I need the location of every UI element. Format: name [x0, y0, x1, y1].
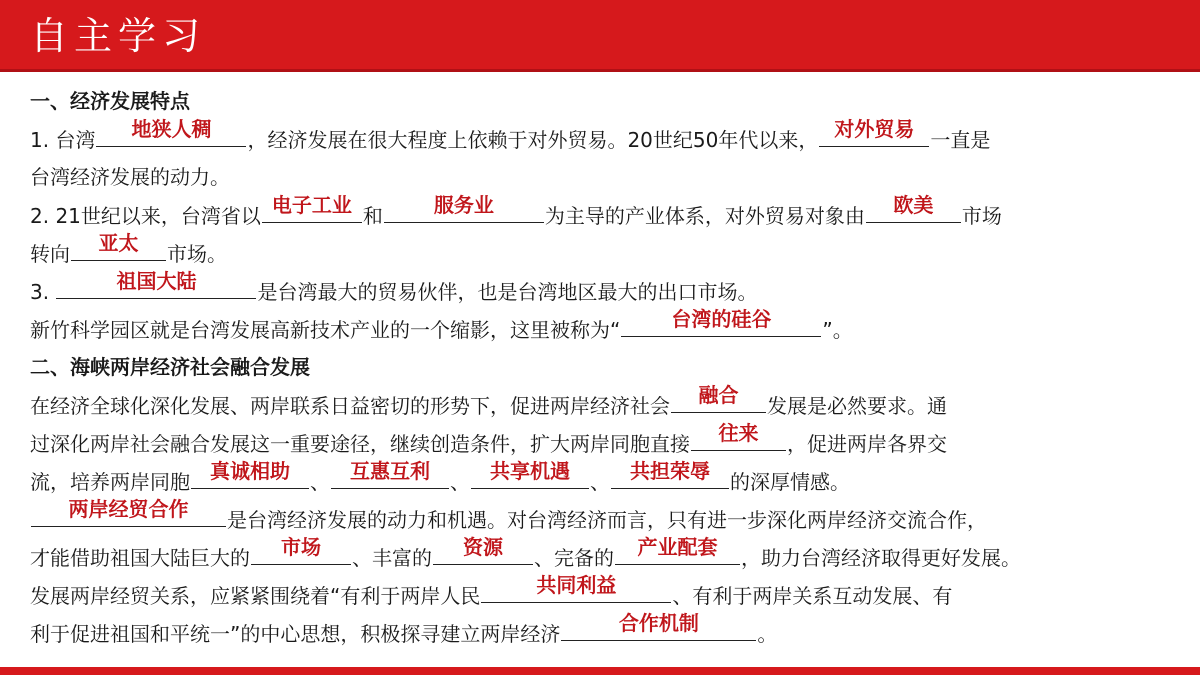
text: 市场。	[167, 242, 227, 266]
answer-text: 服务业	[433, 193, 494, 217]
text: 转向	[30, 242, 70, 266]
text: 利于促进祖国和平统一”的中心思想，积极探寻建立两岸经济	[30, 622, 561, 646]
text: 、有利于两岸关系互动发展、有	[672, 584, 953, 608]
bottom-bar	[0, 667, 1200, 675]
answer-text: 往来	[718, 421, 759, 445]
text: 1. 台湾	[30, 128, 96, 152]
s2-line5	[30, 535, 1180, 576]
answer-blank	[621, 307, 821, 337]
s2-line7	[30, 611, 1180, 652]
answer-blank	[611, 459, 729, 489]
answer-text: 地狭人稠	[131, 117, 212, 141]
s2-line2	[30, 421, 1180, 462]
answer-blank	[384, 193, 544, 223]
text: 是台湾经济发展的动力和机遇。对台湾经济而言，只有进一步深化两岸经济交流合作，	[227, 508, 987, 532]
text: 发展两岸经贸关系，应紧紧围绕着“有利于两岸人民	[30, 584, 481, 608]
text: 在经济全球化深化发展、两岸联系日益密切的形势下，促进两岸经济社会	[30, 394, 670, 418]
text: 、	[450, 470, 470, 494]
answer-text: 产业配套	[637, 535, 718, 559]
text: 过深化两岸社会融合发展这一重要途径，继续创造条件，扩大两岸同胞直接	[30, 432, 690, 456]
answer-text: 电子工业	[271, 193, 352, 217]
text: ，助力台湾经济取得更好发展。	[741, 546, 1021, 570]
answer-text: 两岸经贸合作	[68, 497, 189, 521]
text: 台湾经济发展的动力。	[30, 165, 230, 189]
text: 2. 21世纪以来，台湾省以	[30, 204, 261, 228]
answer-blank	[481, 573, 671, 603]
answer-blank	[561, 611, 756, 641]
text: 发展是必然要求。通	[767, 394, 947, 418]
text: ”。	[822, 318, 853, 342]
s2-line4	[30, 497, 1180, 538]
answer-blank	[96, 117, 246, 147]
text: 一直是	[930, 128, 991, 152]
answer-blank	[866, 193, 961, 223]
answer-blank	[191, 459, 309, 489]
answer-blank	[71, 231, 166, 261]
answer-text: 合作机制	[618, 611, 699, 635]
worksheet-body	[30, 82, 1180, 652]
text: 新竹科学园区就是台湾发展高新技术产业的一个缩影，这里被称为“	[30, 318, 621, 342]
text: 。	[757, 622, 778, 646]
answer-text: 资源	[463, 535, 503, 559]
text: 、丰富的	[352, 546, 432, 570]
answer-blank	[433, 535, 533, 565]
answer-blank	[691, 421, 786, 451]
answer-text: 祖国大陆	[116, 269, 197, 293]
answer-blank	[56, 269, 256, 299]
text: 的深厚情感。	[730, 470, 850, 494]
text: 、	[310, 470, 330, 494]
s1-line5	[30, 269, 1180, 310]
text: 、	[590, 470, 610, 494]
s1-line1	[30, 117, 1180, 158]
answer-text: 欧美	[893, 193, 934, 217]
answer-blank	[671, 383, 766, 413]
answer-blank	[31, 497, 226, 527]
answer-text: 对外贸易	[834, 117, 915, 141]
page-title: 自主学习	[30, 14, 207, 58]
text: ，经济发展在很大程度上依赖于对外贸易。20世纪50年代以来，	[247, 128, 819, 152]
answer-text: 台湾的硅谷	[671, 307, 772, 331]
text: ，促进两岸各界交	[787, 432, 947, 456]
answer-blank	[471, 459, 589, 489]
answer-blank	[615, 535, 740, 565]
answer-text: 共担荣辱	[630, 459, 710, 483]
answer-text: 互惠互利	[350, 459, 430, 483]
answer-text: 融合	[698, 383, 739, 407]
section1-heading: 一、经济发展特点	[30, 89, 190, 113]
answer-blank	[251, 535, 351, 565]
s1-line3	[30, 193, 1180, 234]
answer-text: 市场	[281, 535, 321, 559]
answer-text: 共享机遇	[490, 459, 570, 483]
text: 、完备的	[534, 546, 614, 570]
s2-line3	[30, 459, 1180, 500]
answer-blank	[331, 459, 449, 489]
text: 3.	[30, 280, 56, 304]
s2-line1	[30, 383, 1180, 424]
s1-line2	[30, 158, 1180, 196]
text: 才能借助祖国大陆巨大的	[30, 546, 250, 570]
s1-line4	[30, 231, 1180, 272]
text: 是台湾最大的贸易伙伴，也是台湾地区最大的出口市场。	[257, 280, 758, 304]
text: 市场	[961, 204, 1002, 228]
answer-blank	[819, 117, 929, 147]
title-banner	[0, 0, 1200, 72]
answer-blank	[262, 193, 362, 223]
text: 为主导的产业体系，对外贸易对象由	[544, 204, 865, 228]
text: 和	[362, 204, 383, 228]
answer-text: 亚太	[98, 231, 139, 255]
text: 流，培养两岸同胞	[30, 470, 190, 494]
answer-text: 真诚相助	[210, 459, 290, 483]
section2-heading: 二、海峡两岸经济社会融合发展	[30, 355, 310, 379]
s2-line6	[30, 573, 1180, 614]
s1-line6	[30, 307, 1180, 348]
answer-text: 共同利益	[536, 573, 617, 597]
